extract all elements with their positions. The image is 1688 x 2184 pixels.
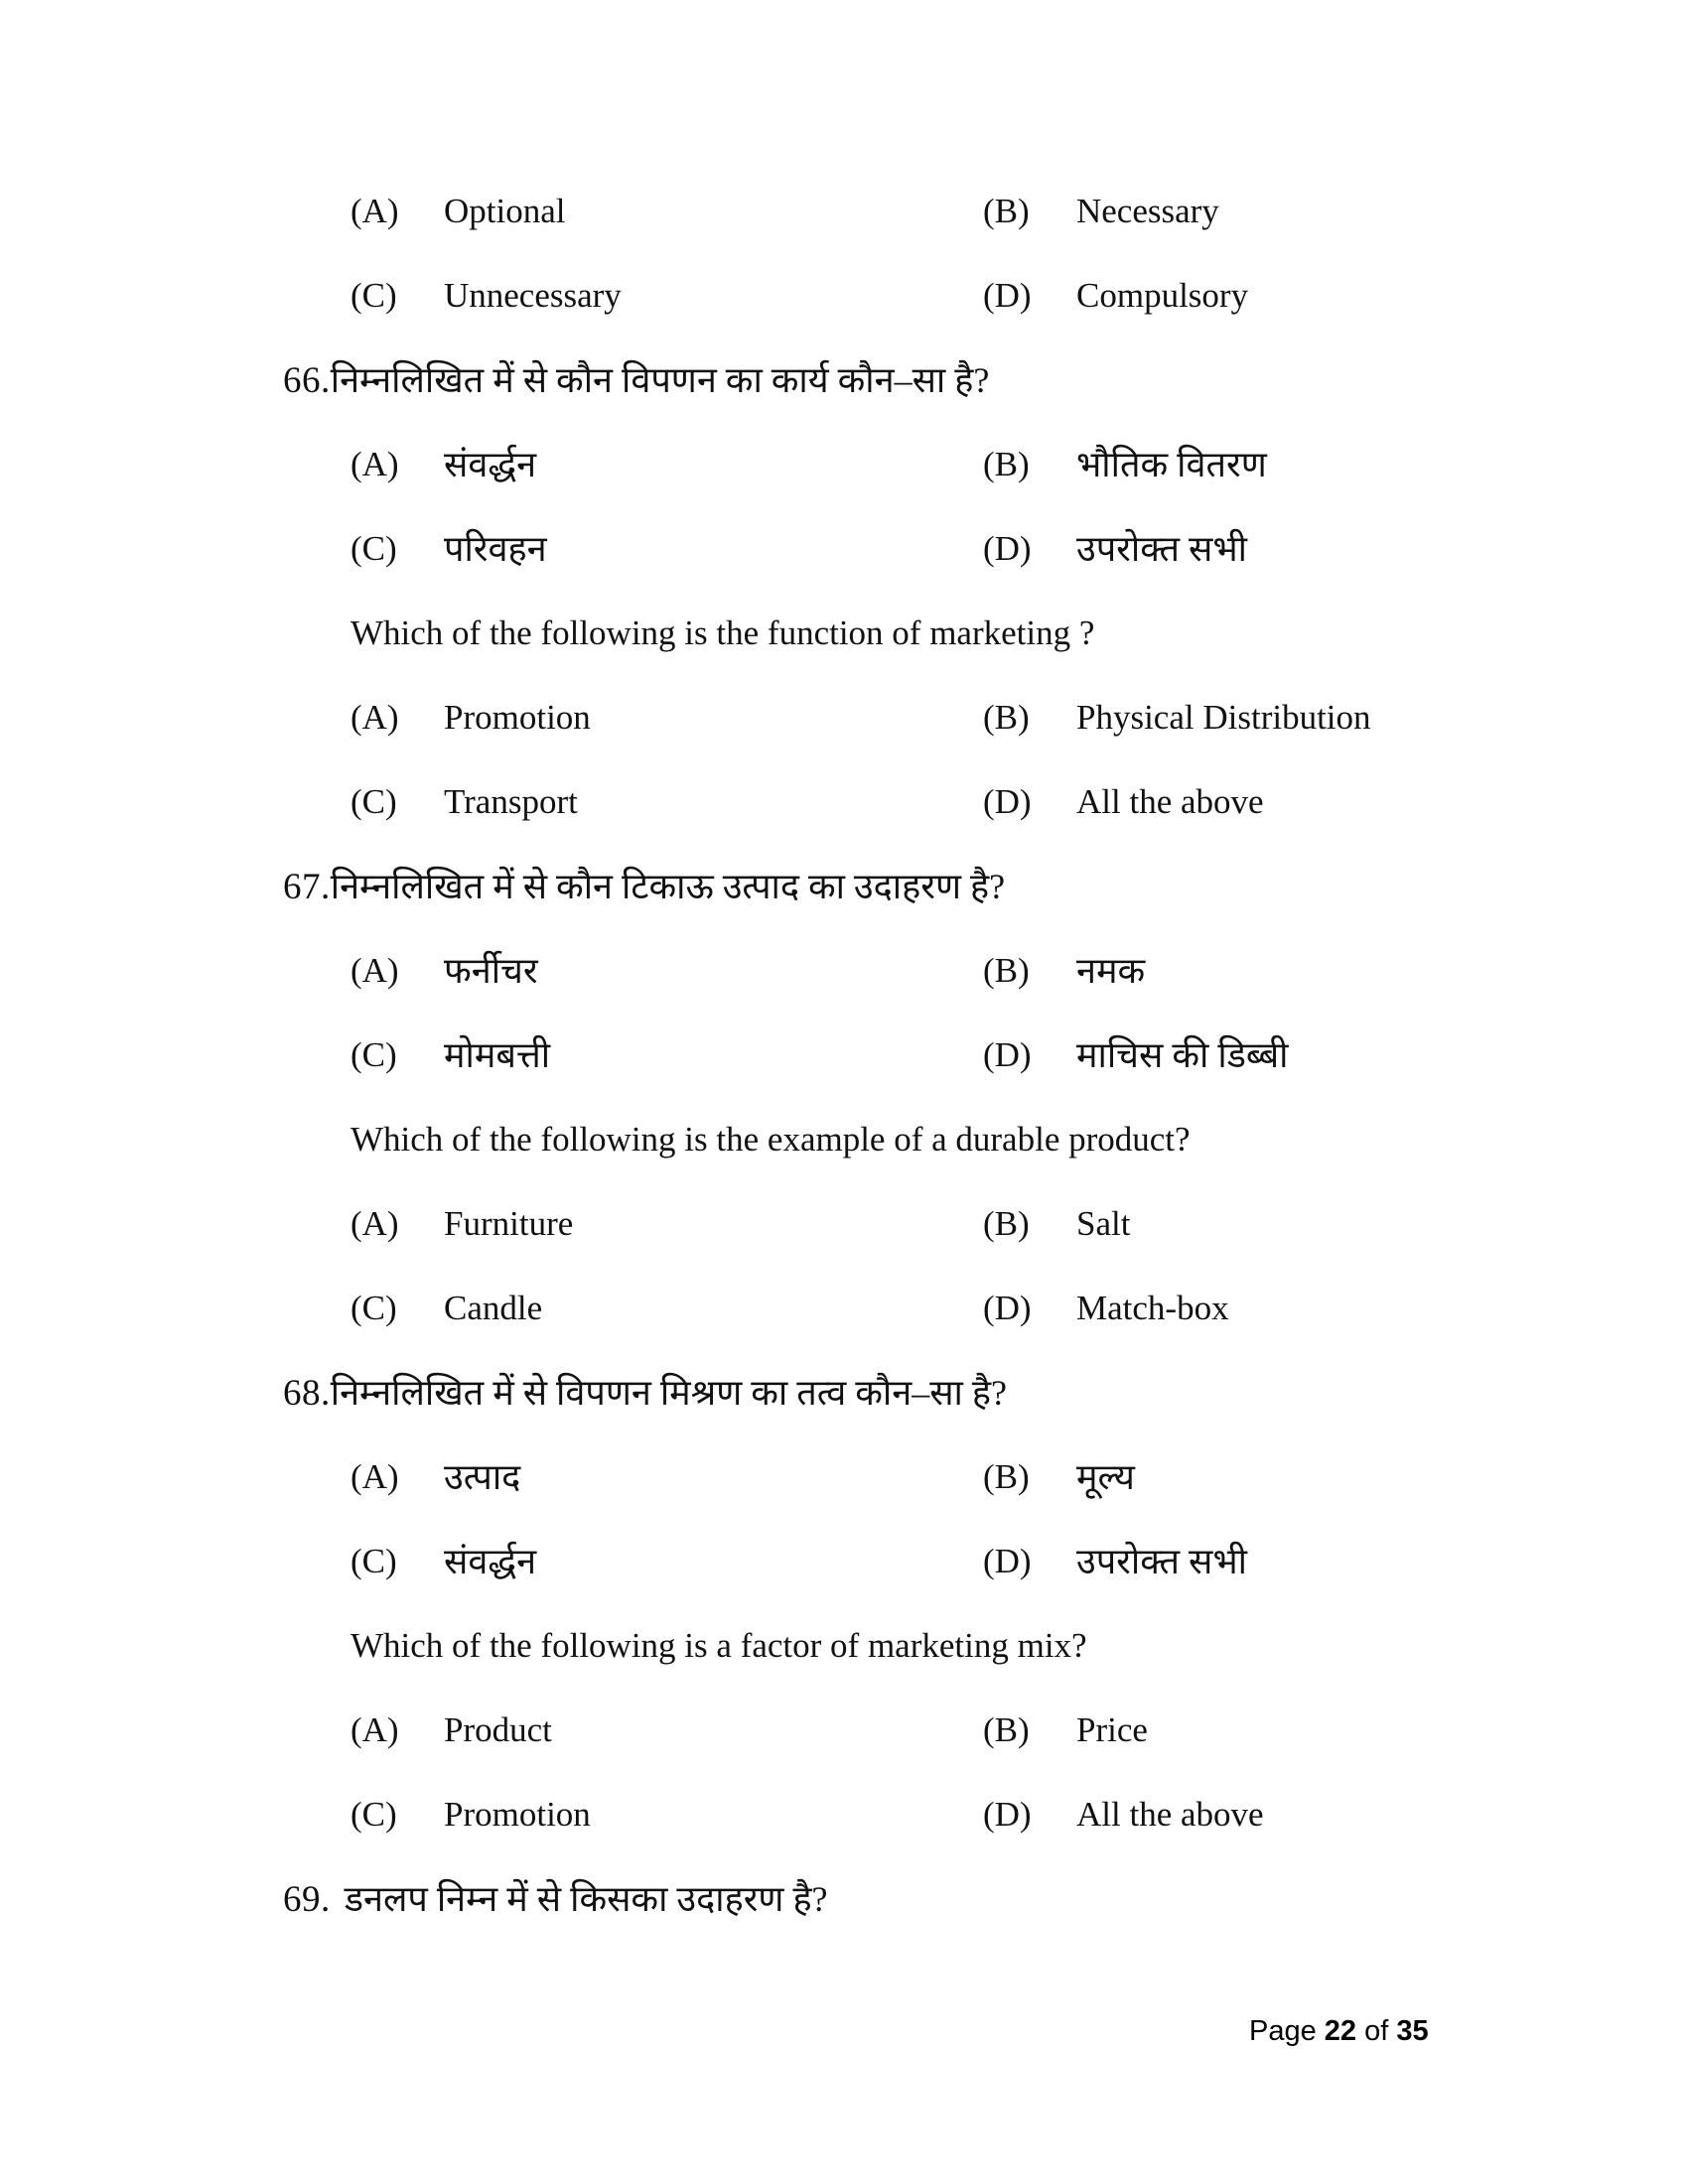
question-69-number: 69.: [283, 1879, 331, 1920]
page-content: [0, 192, 1688, 1964]
q67-english-options-ab: [0, 1204, 1688, 1289]
question-67-number: 67.: [283, 867, 331, 907]
option-a-label: (A): [351, 192, 399, 230]
question-66-hindi-text: निम्नलिखित में से कौन विपणन का कार्य कौन–सा है?: [330, 360, 990, 400]
question-67-hindi-text: निम्नलिखित में से कौन टिकाऊ उत्पाद का उदाहरण है?: [330, 867, 1006, 906]
option-c-text: मोमबत्ती: [444, 1035, 551, 1075]
option-a: [351, 192, 983, 276]
option-b-label: (B): [983, 1204, 1030, 1243]
option-a: [351, 445, 983, 529]
q68-hindi-options-ab: [0, 1457, 1688, 1542]
option-c-text: Promotion: [444, 1795, 591, 1834]
option-b-label: (B): [983, 192, 1030, 230]
option-c-label: (C): [351, 1542, 397, 1580]
option-c-label: (C): [351, 1289, 397, 1327]
option-a: [351, 698, 983, 782]
question-69-hindi: [0, 1879, 1688, 1964]
option-b: [983, 1457, 1688, 1542]
option-b-text: Physical Distribution: [1076, 698, 1371, 737]
option-d-text: All the above: [1076, 782, 1264, 821]
option-b-label: (B): [983, 1457, 1030, 1496]
option-c-label: (C): [351, 1035, 397, 1074]
option-d: [983, 1035, 1688, 1120]
option-a-text: फर्नीचर: [444, 951, 538, 991]
q67-hindi-options-cd: [0, 1035, 1688, 1120]
q66-hindi-options-ab: [0, 445, 1688, 529]
option-c-text: Candle: [444, 1289, 543, 1327]
question-67-english-text: Which of the following is the example of a durable product?: [351, 1120, 1191, 1159]
option-c-text: Unnecessary: [444, 276, 622, 315]
option-d-text: माचिस की डिब्बी: [1076, 1035, 1289, 1075]
option-c-label: (C): [351, 276, 397, 315]
q66-english-options-cd: [0, 782, 1688, 867]
options-row-carryover-cd: [0, 276, 1688, 360]
q67-english-options-cd: [0, 1289, 1688, 1373]
option-c: [351, 1035, 983, 1120]
option-b-label: (B): [983, 445, 1030, 483]
option-d-label: (D): [983, 782, 1032, 821]
option-c: [351, 1542, 983, 1626]
option-d: [983, 1795, 1688, 1879]
option-b: [983, 698, 1688, 782]
q67-hindi-options-ab: [0, 951, 1688, 1035]
option-b: [983, 1710, 1688, 1795]
option-b: [983, 951, 1688, 1035]
option-d-label: (D): [983, 1795, 1032, 1834]
question-66-hindi: [0, 360, 1688, 445]
option-d-label: (D): [983, 1289, 1032, 1327]
option-b-text: मूल्य: [1076, 1457, 1135, 1497]
question-68-number: 68.: [283, 1373, 331, 1414]
option-b-text: भौतिक वितरण: [1076, 445, 1267, 484]
option-b: [983, 1204, 1688, 1289]
options-row-carryover-ab: [0, 192, 1688, 276]
option-a-label: (A): [351, 1457, 399, 1496]
option-a-text: संवर्द्धन: [444, 445, 537, 484]
option-a-label: (A): [351, 698, 399, 737]
q68-english-options-cd: [0, 1795, 1688, 1879]
option-b-text: नमक: [1076, 951, 1146, 991]
option-c-label: (C): [351, 529, 397, 568]
option-c-text: Transport: [444, 782, 578, 821]
option-d-text: All the above: [1076, 1795, 1264, 1834]
option-a-text: Furniture: [444, 1204, 574, 1243]
question-66-english-text: Which of the following is the function of marketing ?: [351, 614, 1095, 652]
option-b: [983, 192, 1688, 276]
option-d-text: उपरोक्त सभी: [1076, 529, 1248, 569]
page-footer: [1249, 2015, 1429, 2048]
option-c: [351, 276, 983, 360]
question-67-hindi: [0, 867, 1688, 951]
question-67-english: [0, 1120, 1688, 1204]
option-c-label: (C): [351, 782, 397, 821]
option-c: [351, 782, 983, 867]
option-c-label: (C): [351, 1795, 397, 1834]
option-b-text: Price: [1076, 1710, 1148, 1749]
footer-page-label: Page: [1249, 2015, 1317, 2047]
option-d: [983, 782, 1688, 867]
option-c-text: परिवहन: [444, 529, 547, 569]
option-a-text: Product: [444, 1710, 552, 1749]
option-a-text: Optional: [444, 192, 566, 230]
option-d-label: (D): [983, 529, 1032, 568]
question-66-number: 66.: [283, 360, 331, 401]
option-b-text: Salt: [1076, 1204, 1131, 1243]
question-68-english: [0, 1626, 1688, 1710]
footer-of-label: of: [1364, 2015, 1389, 2047]
option-b-label: (B): [983, 1710, 1030, 1749]
question-68-hindi: [0, 1373, 1688, 1457]
option-d-label: (D): [983, 1035, 1032, 1074]
q68-english-options-ab: [0, 1710, 1688, 1795]
option-a-text: उत्पाद: [444, 1457, 521, 1497]
option-a: [351, 951, 983, 1035]
option-a-label: (A): [351, 951, 399, 990]
option-d-text: उपरोक्त सभी: [1076, 1542, 1248, 1581]
q66-english-options-ab: [0, 698, 1688, 782]
option-c: [351, 529, 983, 614]
option-a: [351, 1204, 983, 1289]
question-69-hindi-text: डनलप निम्न में से किसका उदाहरण है?: [344, 1879, 828, 1919]
footer-page-total: 35: [1396, 2015, 1429, 2047]
option-a-label: (A): [351, 1710, 399, 1749]
option-a-label: (A): [351, 1204, 399, 1243]
footer-page-number: 22: [1324, 2015, 1357, 2047]
option-c: [351, 1289, 983, 1373]
option-c-text: संवर्द्धन: [444, 1542, 537, 1581]
option-d: [983, 276, 1688, 360]
option-a: [351, 1710, 983, 1795]
option-b: [983, 445, 1688, 529]
option-d-label: (D): [983, 1542, 1032, 1580]
option-b-text: Necessary: [1076, 192, 1219, 230]
option-d: [983, 529, 1688, 614]
question-66-english: [0, 614, 1688, 698]
q66-hindi-options-cd: [0, 529, 1688, 614]
question-68-english-text: Which of the following is a factor of marketing mix?: [351, 1626, 1087, 1665]
q68-hindi-options-cd: [0, 1542, 1688, 1626]
option-b-label: (B): [983, 951, 1030, 990]
option-a-label: (A): [351, 445, 399, 483]
option-d-label: (D): [983, 276, 1032, 315]
option-d: [983, 1289, 1688, 1373]
option-c: [351, 1795, 983, 1879]
question-68-hindi-text: निम्नलिखित में से विपणन मिश्रण का तत्व कौन–सा है?: [330, 1373, 1007, 1413]
option-b-label: (B): [983, 698, 1030, 737]
option-a-text: Promotion: [444, 698, 591, 737]
option-d: [983, 1542, 1688, 1626]
option-a: [351, 1457, 983, 1542]
option-d-text: Match-box: [1076, 1289, 1229, 1327]
option-d-text: Compulsory: [1076, 276, 1249, 315]
